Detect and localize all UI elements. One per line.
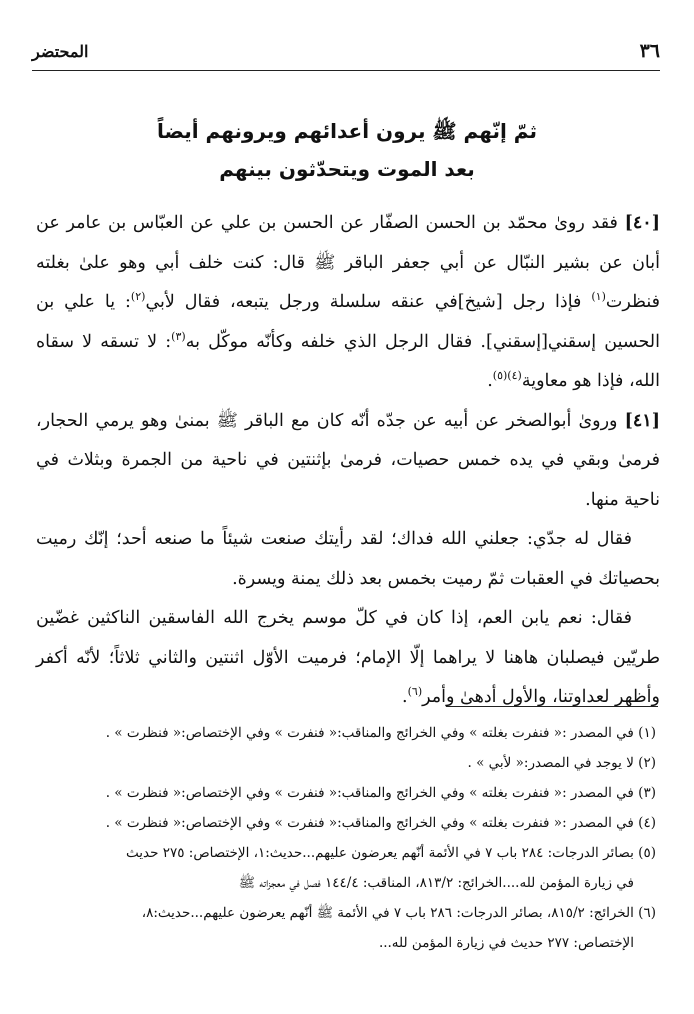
paragraph-41: [٤١] وروىٰ أبوالصخر عن أبيه عن جدّه أنّه كان مع الباقر ﷺ بمنىٰ وهو يرمي الحجار، فرمىٰ وبقي في يده خمس حصيات، فرمىٰ بإثنتين في ناحية من الجمرة وبثلاث في ناحية منها. bbox=[36, 410, 660, 510]
footnote-ref-2: (٢) bbox=[130, 290, 146, 304]
footnote-3: (٣) في المصدر :« فنفرت بغلته » وفي الخرائج والمناقب:« فنفرت » وفي الإختصاص:« فنظرت » . bbox=[105, 785, 656, 801]
footnote-1: (١) في المصدر :« فنفرت بغلته » وفي الخرائج والمناقب:« فنفرت » وفي الإختصاص:« فنظرت » . bbox=[105, 725, 656, 741]
main-text bbox=[36, 204, 660, 718]
paragraph-imam-answer: فقال: نعم يابن العم، إذا كان في كلّ موسم يخرج الله الفاسقين الناكثين غضّين طريّين فيصلبان هاهنا لا يراهما إلّا الإمام؛ فرميت الأوّل اثنتين والثاني ثلاثاً؛ لأنّه أكفر وأظهر لعداوتنا، والأول أدهىٰ وأمر$^{(٦)}$. bbox=[36, 608, 660, 707]
footnote-6-continued: الإختصاص: ٢٧٧ حديث في زيارة المؤمن لله... bbox=[378, 935, 634, 951]
running-head: المحتضر bbox=[32, 42, 89, 61]
section-title-line-1: ثمّ إنّهم ﷺ يرون أعدائهم ويرونهم أيضاً bbox=[157, 119, 537, 143]
footnote-ref-4-5: (٤)(٥) bbox=[492, 369, 522, 383]
footnote-ref-1: (١) bbox=[591, 290, 606, 304]
section-title bbox=[60, 112, 634, 188]
hadith-number-41: [٤١] bbox=[624, 410, 660, 431]
footnote-5: (٥) بصائر الدرجات: ٢٨٤ باب ٧ في الأئمة أنّهم يعرضون عليهم...حديث:١، الإختصاص: ٢٧٥ حديث bbox=[125, 845, 656, 861]
hadith-number-40: [٤٠] bbox=[624, 213, 660, 233]
paragraph-40: [٤٠] فقد روىٰ محمّد بن الحسن الصفّار عن الحسن بن علي عن العبّاس بن عامر عن أبان عن بشير النبّال عن أبي جعفر الباقر ﷺ قال: كنت خلف أبي وهو علىٰ بغلته فنظرت$^{(١)}$ فإذا رجل [شيخ]في عنقه سلسلة ورجل يتبعه، فقال لأبي$^{(٢)}$: يا علي بن الحسين إسقني[إسقني]. فقال الرجل الذي خلفه وكأنّه موكّل به$^{(٣)}$: لا تسقه لا سقاه الله، فإذا هو معاوية$^{(٤)(٥)}$. bbox=[36, 213, 660, 391]
page-header bbox=[32, 38, 660, 71]
footnote-5-continued: في زيارة المؤمن لله....الخرائج: ٨١٣/٢، المناقب: ١٤٤/٤ فصل في معجزاته ﷺ bbox=[238, 875, 634, 891]
section-title-line-2: بعد الموت ويتحدّثون بينهم bbox=[219, 157, 475, 181]
footnote-6: (٦) الخرائج: ٨١٥/٢، بصائر الدرجات: ٢٨٦ باب ٧ في الأئمة ﷺ أنّهم يعرضون عليهم...حديث:٨، bbox=[141, 905, 656, 921]
footnote-2: (٢) لا يوجد في المصدر:« لأبي » . bbox=[467, 755, 656, 771]
paragraph-grandfather-question: فقال له جدّي: جعلني الله فداك؛ لقد رأيتك صنعت شيئاً ما صنعه أحد؛ إنّك رميت بحصياتك في العقبات ثمّ رميت بخمس بعد ذلك يمنة ويسرة. bbox=[36, 529, 660, 589]
page-number: ٣٦ bbox=[639, 40, 660, 62]
footnotes bbox=[36, 718, 656, 958]
footnote-separator bbox=[446, 706, 658, 707]
footnote-ref-3: (٣) bbox=[171, 329, 186, 343]
footnote-4: (٤) في المصدر :« فنفرت بغلته » وفي الخرائج والمناقب:« فنفرت » وفي الإختصاص:« فنظرت » . bbox=[105, 815, 656, 831]
footnote-ref-6: (٦) bbox=[407, 685, 423, 699]
